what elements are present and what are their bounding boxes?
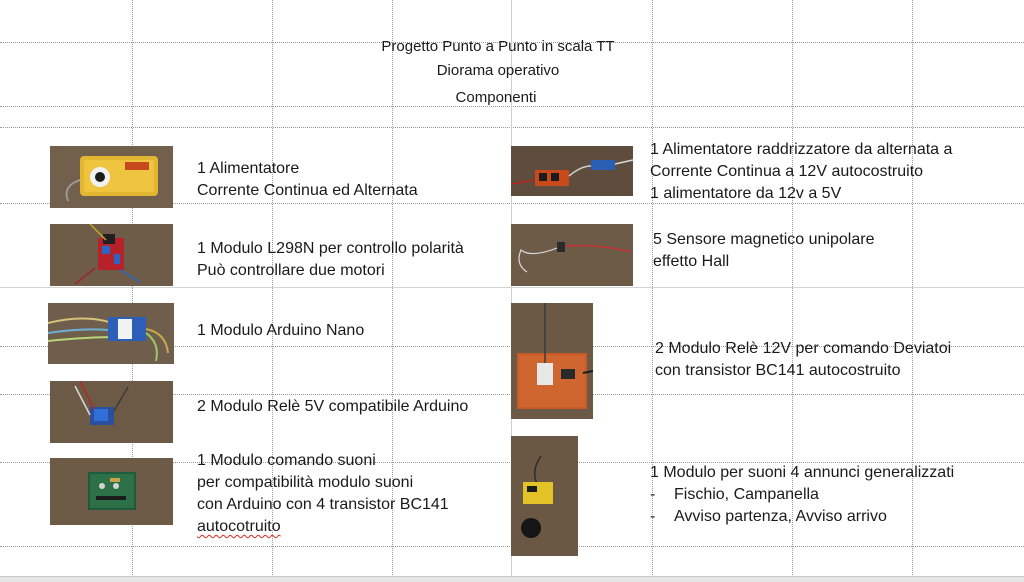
page-title: Progetto Punto a Punto in scala TT (381, 38, 615, 55)
grid-line (0, 127, 1024, 128)
sound-module-photo (511, 436, 578, 556)
relay-5v-module-photo (50, 381, 173, 443)
item-description: 1 Alimentatore raddrizzatore da alternata a Corrente Continua a 12V autocostruito 1 alimentatore da 12v a 5V (650, 141, 953, 202)
item-description: 1 Modulo per suoni 4 annunci generalizzati - Fischio, Campanella - Avviso partenza, Avviso arrivo (650, 464, 955, 525)
item-description: 1 Alimentatore Corrente Continua ed Alternata (197, 160, 418, 199)
page-subtitle: Diorama operativo (436, 62, 560, 79)
grid-line (0, 287, 1024, 288)
section-heading: Componenti (455, 89, 537, 106)
rectifier-power-supply-photo (511, 146, 633, 196)
l298n-module-photo (50, 224, 173, 286)
item-description: 1 Modulo Arduino Nano (197, 322, 365, 339)
item-description: 1 Modulo L298N per controllo polarità Può controllare due motori (197, 240, 464, 279)
item-description: 5 Sensore magnetico unipolare effetto Hall (653, 231, 875, 270)
hall-sensor-photo (511, 224, 633, 286)
item-description: 2 Modulo Relè 5V compatibile Arduino (197, 398, 469, 415)
item-description: 1 Modulo comando suoni per compatibilità modulo suoni con Arduino con 4 transistor BC141 autocotruito (197, 452, 449, 535)
sound-command-module-photo (50, 458, 173, 525)
relay-12v-board-photo (511, 303, 593, 419)
item-description: 2 Modulo Relè 12V per comando Deviatoi con transistor BC141 autocostruito (655, 340, 952, 379)
arduino-nano-photo (48, 303, 174, 364)
power-supply-photo (50, 146, 173, 208)
scroll-bar[interactable] (0, 576, 1024, 582)
